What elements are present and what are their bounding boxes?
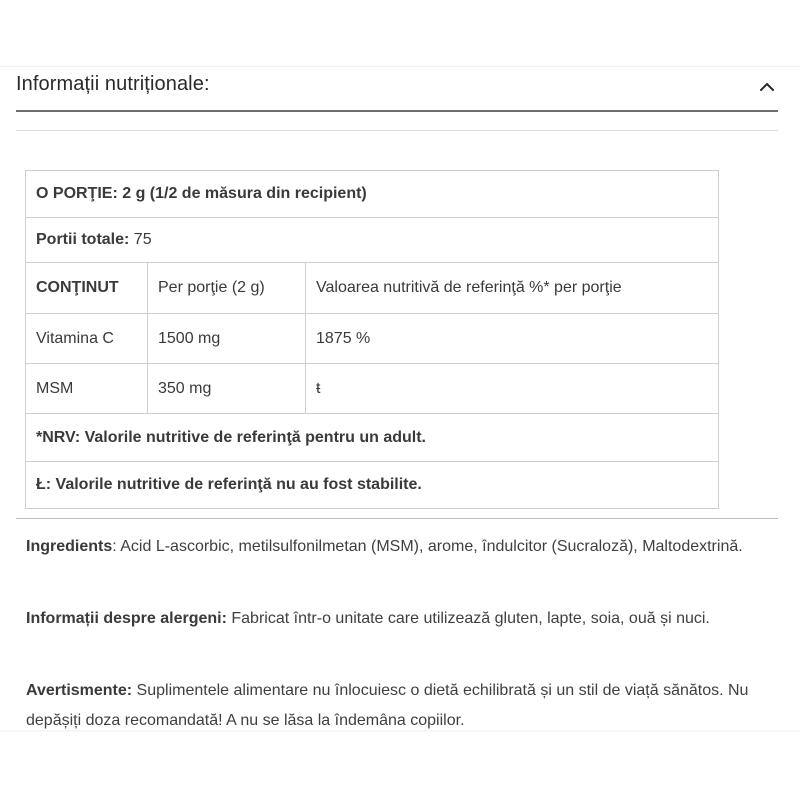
ingredients-paragraph [26,532,778,562]
table-row [26,314,719,364]
total-servings-value: 75 [129,231,152,248]
allergens-text: Fabricat într-o unitate care utilizează gluten, lapte, soia, ouă și nuci. [226,610,710,627]
total-servings-label: Portii totale: [36,231,130,248]
table-cell: 1875 % [306,314,719,364]
column-header: Valoarea nutritivă de referinţă %* per porţie [306,263,719,314]
table-cell: MSM [26,364,148,414]
nrv-note: *NRV: Valorile nutritive de referinţă pentru un adult. [26,414,719,462]
warning-label: Avertismente: [26,682,133,699]
table-cell: 350 mg [148,364,306,414]
nutrition-accordion-header[interactable] [0,67,800,111]
table-cell: Vitamina C [26,314,148,364]
accordion-divider [16,110,778,112]
table-cell: 1500 mg [148,314,306,364]
not-established-note: Ł: Valorile nutritive de referinţă nu au fost stabilite. [26,462,719,509]
table-header-row [26,263,719,314]
ingredients-label: Ingredients [26,538,113,555]
column-header: CONŢINUT [26,263,148,314]
accordion-title: Informații nutriționale: [16,73,210,95]
warning-text: Suplimentele alimentare nu înlocuiesc o dietă echilibrată și un stil de viață sănătos. Nu depășiți doza recomandată! A nu se lăsa la îndemâna copiilor. [26,682,749,729]
content-divider [16,130,778,131]
table-row [26,364,719,414]
chevron-up-icon[interactable] [757,77,777,97]
serving-size: O PORŢIE: 2 g (1/2 de măsura din recipient) [26,171,719,218]
allergens-label: Informații despre alergeni: [26,610,227,627]
section-divider [16,518,778,519]
table-cell: ŧ [306,364,719,414]
warning-paragraph [26,676,778,736]
ingredients-text: : Acid L-ascorbic, metilsulfonilmetan (MSM), arome, îndulcitor (Sucraloză), Maltodextrină. [112,538,743,555]
allergens-paragraph [26,604,778,634]
column-header: Per porţie (2 g) [148,263,306,314]
total-servings [26,218,719,263]
nutrition-table [25,170,719,509]
bottom-blank-area [0,732,800,800]
